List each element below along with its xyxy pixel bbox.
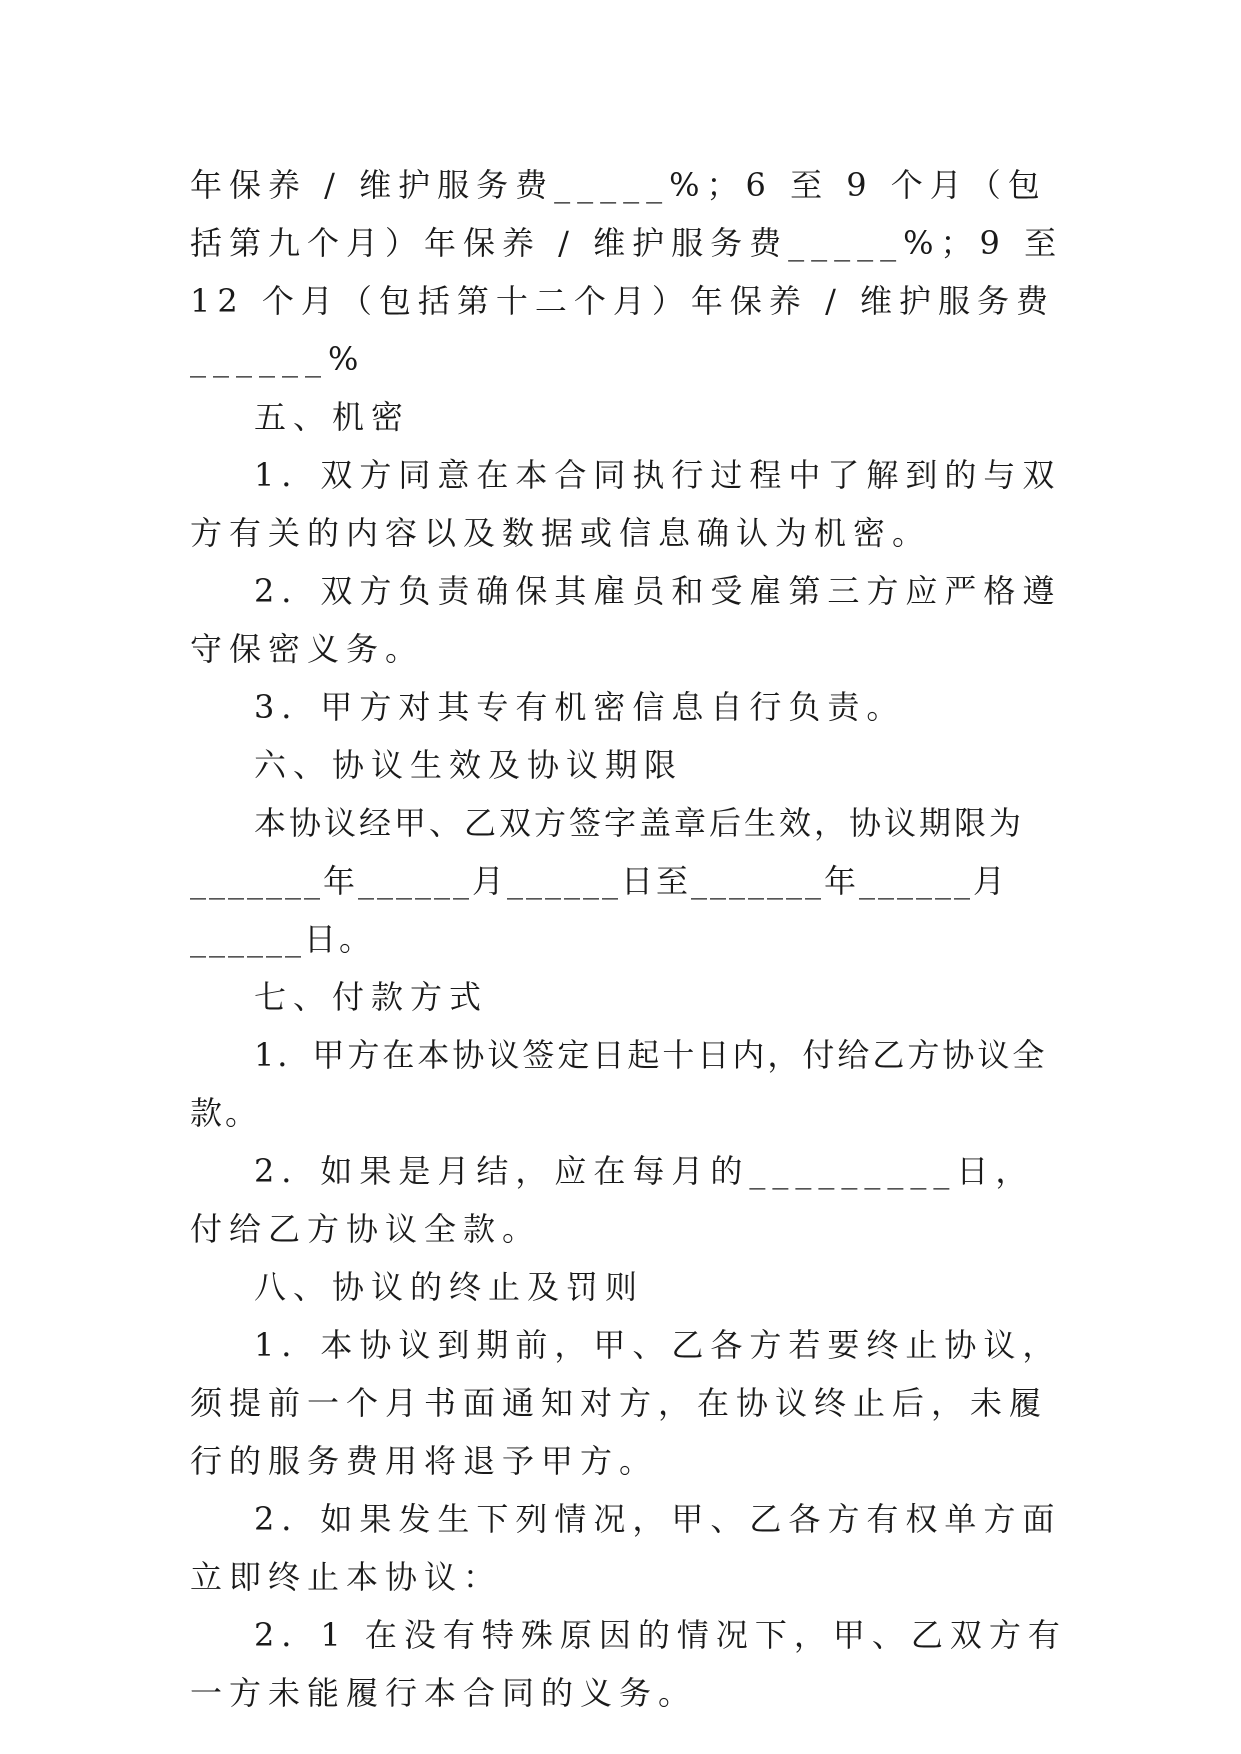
- clause-confidential-info: 1．双方同意在本合同执行过程中了解到的与双方有关的内容以及数据或信息确认为机密。: [190, 456, 1062, 552]
- clause-breach-of-obligation: 2．1 在没有特殊原因的情况下，甲、乙双方有一方未能履行本合同的义务。: [190, 1616, 1067, 1712]
- clause-employee-confidentiality: 2．双方负责确保其雇员和受雇第三方应严格遵守保密义务。: [190, 572, 1062, 668]
- clause-agreement-term: 本协议经甲、乙双方签字盖章后生效，协议期限为_______年______月______日至_______年______月______日。: [190, 804, 1025, 958]
- fee-schedule-continuation: 年保养 / 维护服务费_____%；6 至 9 个月（包括第九个月）年保养 / 维护服务费_____%；9 至 12 个月（包括第十二个月）年保养 / 维护服务费______%: [190, 166, 1064, 378]
- section-heading-confidentiality: 五、机密: [254, 398, 411, 436]
- clause-proprietary-info: 3．甲方对其专有机密信息自行负责。: [254, 688, 906, 726]
- section-heading-termination: 八、协议的终止及罚则: [254, 1268, 645, 1306]
- clause-payment-ten-days: 1．甲方在本协议签定日起十日内，付给乙方协议全款。: [190, 1036, 1048, 1132]
- section-heading-effective-term: 六、协议生效及协议期限: [254, 746, 684, 784]
- clause-unilateral-termination: 2．如果发生下列情况，甲、乙各方有权单方面立即终止本协议：: [190, 1500, 1062, 1596]
- clause-early-termination: 1．本协议到期前，甲、乙各方若要终止协议，须提前一个月书面通知对方，在协议终止后，未履行的服务费用将退予甲方。: [190, 1326, 1062, 1480]
- section-heading-payment: 七、付款方式: [254, 978, 489, 1016]
- contract-body: [190, 156, 1070, 1722]
- clause-monthly-payment: 2．如果是月结，应在每月的_________日，付给乙方协议全款。: [190, 1152, 1035, 1248]
